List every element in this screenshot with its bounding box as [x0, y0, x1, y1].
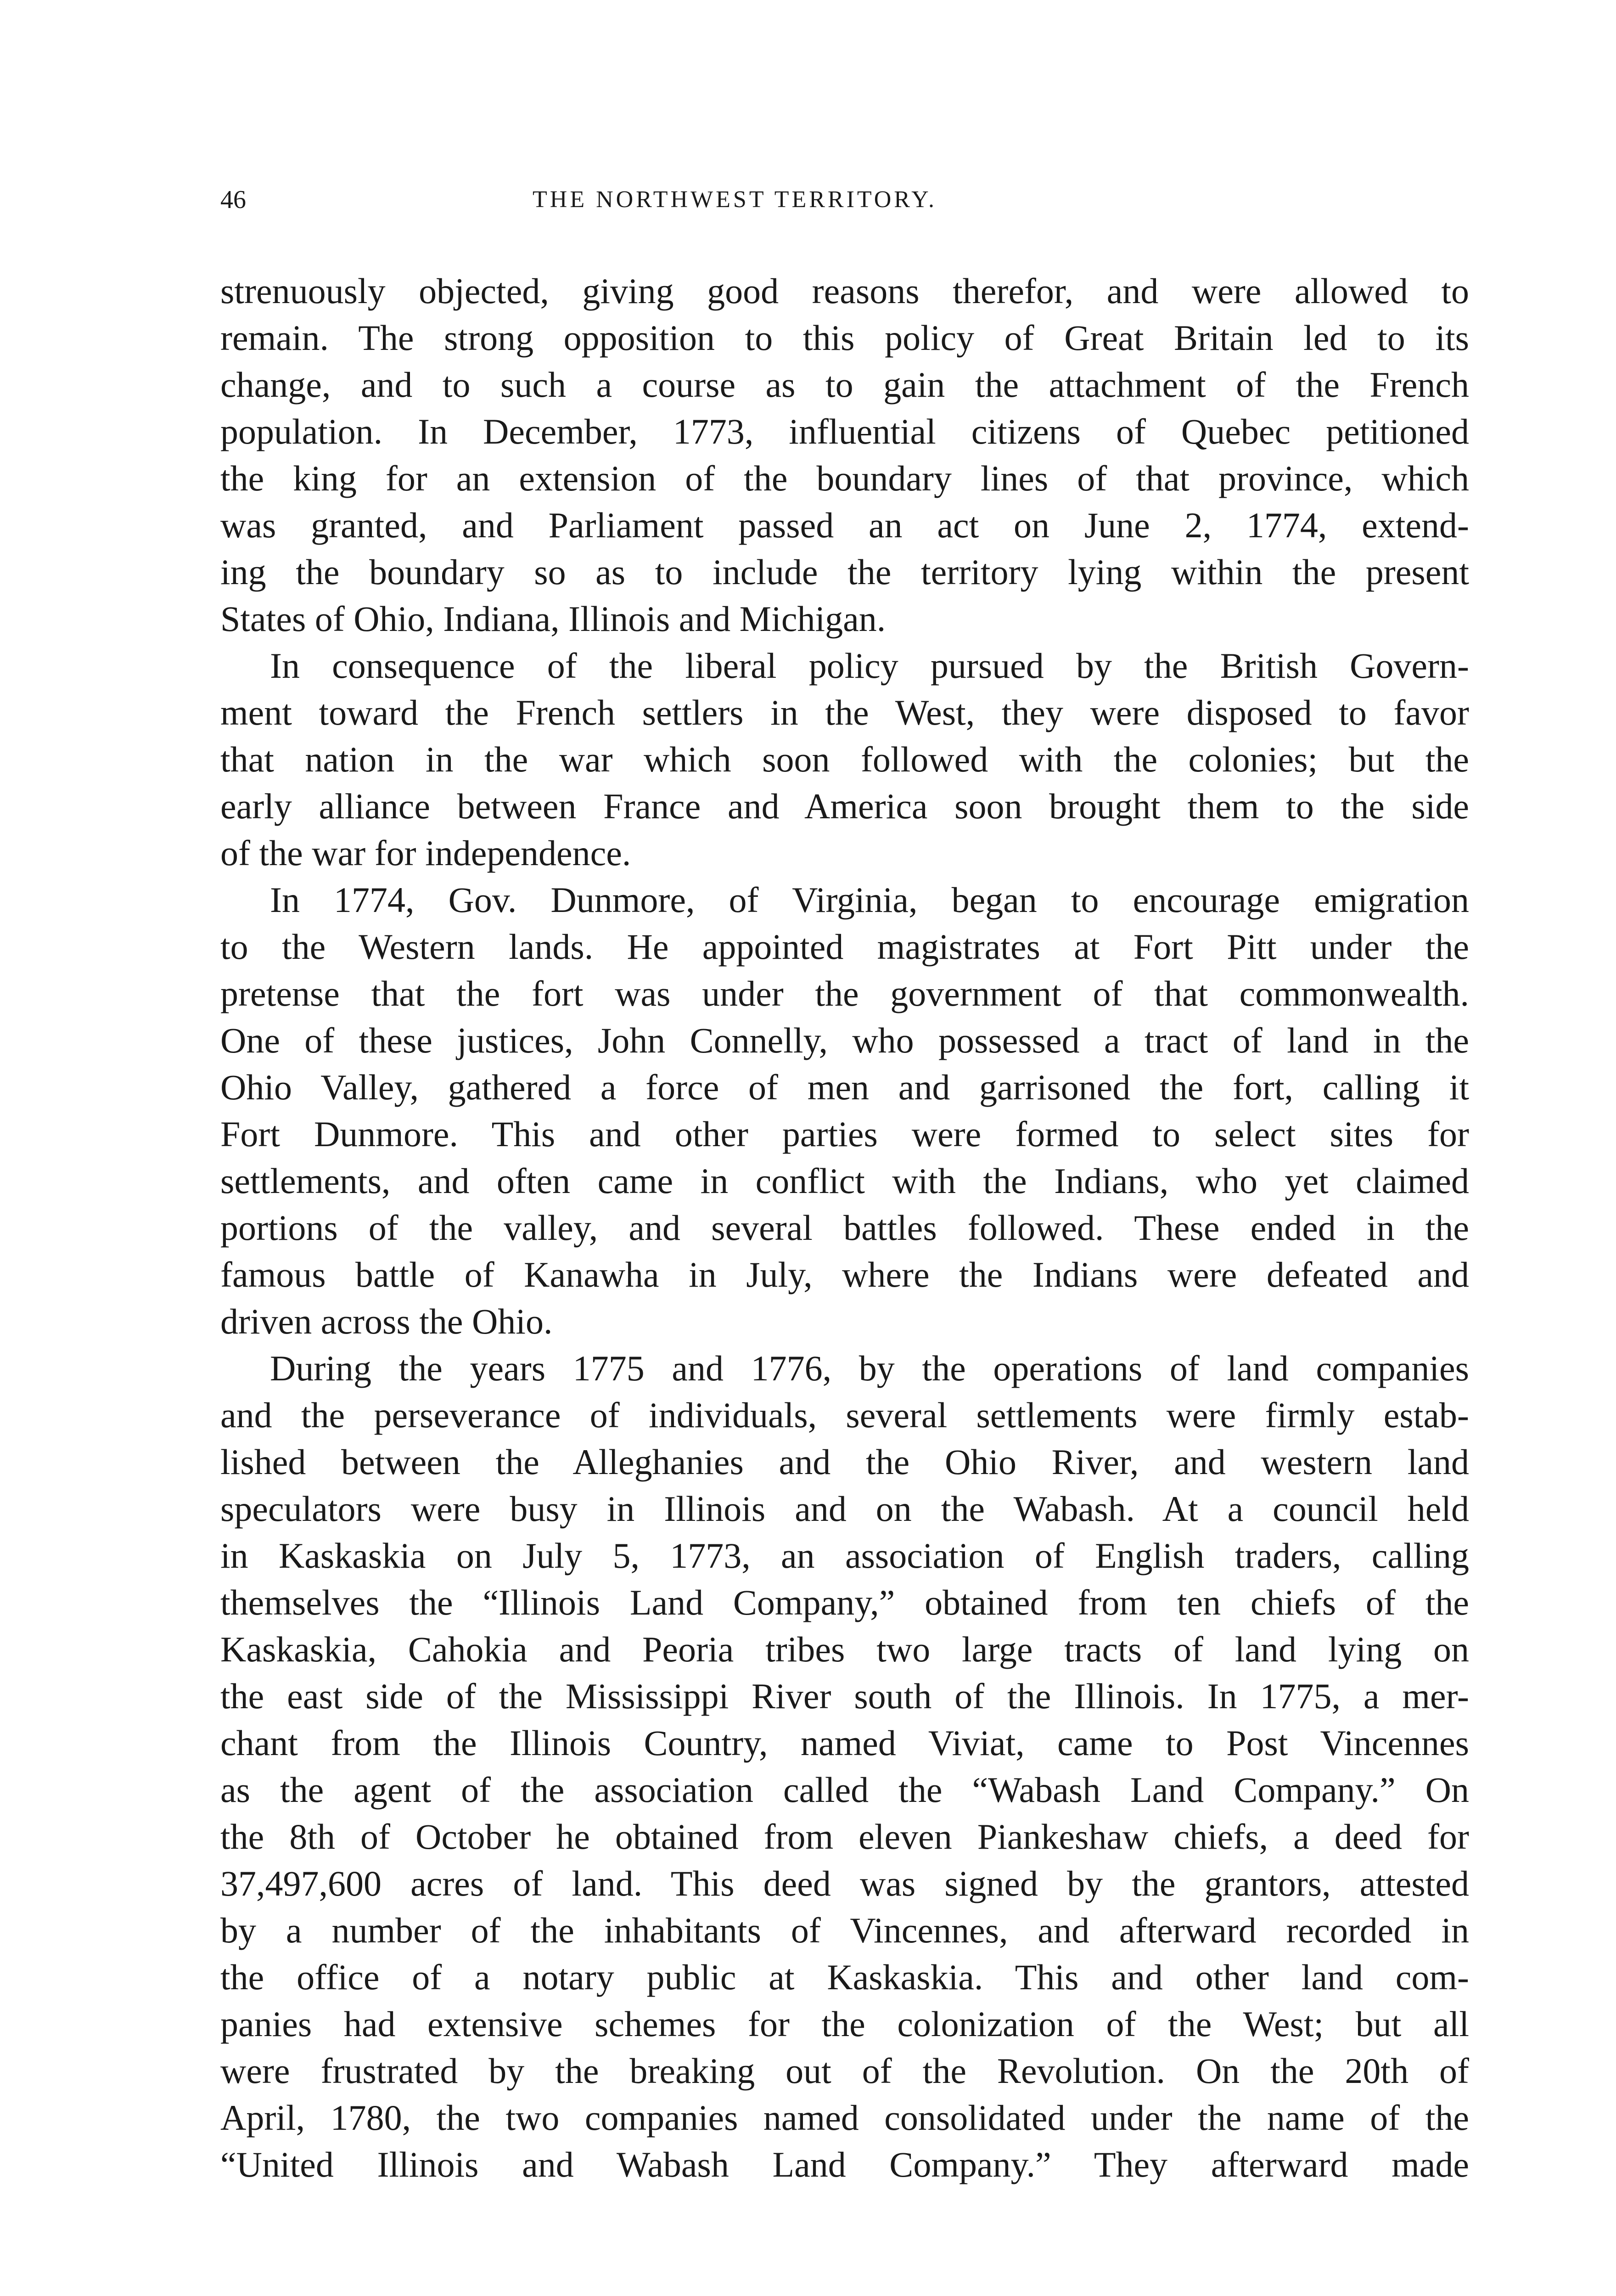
- text-line: themselves the “Illinois Land Company,” obtained from ten chiefs of the: [220, 1582, 1469, 1622]
- text-line: driven across the Ohio.: [220, 1301, 553, 1341]
- body-text: [220, 268, 1469, 2188]
- text-line: ing the boundary so as to include the territory lying within the present: [220, 552, 1469, 592]
- text-line: In consequence of the liberal policy pursued by the British Govern-: [270, 646, 1469, 686]
- running-title: THE NORTHWEST TERRITORY.: [533, 186, 937, 213]
- text-line: panies had extensive schemes for the colonization of the West; but all: [220, 2004, 1469, 2044]
- text-line: 37,497,600 acres of land. This deed was signed by the grantors, attested: [220, 1863, 1469, 1903]
- text-line: pretense that the fort was under the government of that commonwealth.: [220, 974, 1469, 1013]
- text-line: speculators were busy in Illinois and on the Wabash. At a council held: [220, 1489, 1469, 1529]
- text-line: States of Ohio, Indiana, Illinois and Michigan.: [220, 599, 886, 639]
- running-head: [220, 181, 1469, 218]
- text-line: and the perseverance of individuals, several settlements were firmly estab-: [220, 1395, 1469, 1435]
- text-line: were frustrated by the breaking out of the Revolution. On the 20th of: [220, 2051, 1469, 2091]
- text-line: early alliance between France and America soon brought them to the side: [220, 786, 1469, 826]
- text-line: During the years 1775 and 1776, by the operations of land companies: [270, 1348, 1469, 1388]
- text-line: lished between the Alleghanies and the Ohio River, and western land: [220, 1442, 1469, 1482]
- text-line: April, 1780, the two companies named consolidated under the name of the: [220, 2098, 1469, 2138]
- text-line: One of these justices, John Connelly, who possessed a tract of land in the: [220, 1020, 1469, 1060]
- text-line: population. In December, 1773, influential citizens of Quebec petitioned: [220, 411, 1469, 451]
- text-line: in Kaskaskia on July 5, 1773, an association of English traders, calling: [220, 1536, 1469, 1576]
- text-line: the 8th of October he obtained from eleven Piankeshaw chiefs, a deed for: [220, 1817, 1469, 1857]
- text-line: the east side of the Mississippi River south of the Illinois. In 1775, a mer-: [220, 1676, 1469, 1716]
- text-line: “United Illinois and Wabash Land Company.” They afterward made: [220, 2144, 1469, 2184]
- text-line: ment toward the French settlers in the West, they were disposed to favor: [220, 692, 1469, 732]
- text-line: portions of the valley, and several battles followed. These ended in the: [220, 1208, 1469, 1248]
- text-line: the king for an extension of the boundary lines of that province, which: [220, 458, 1469, 498]
- text-line: settlements, and often came in conflict with the Indians, who yet claimed: [220, 1161, 1469, 1201]
- text-line: remain. The strong opposition to this policy of Great Britain led to its: [220, 318, 1469, 358]
- text-line: Ohio Valley, gathered a force of men and garrisoned the fort, calling it: [220, 1067, 1469, 1107]
- text-line: In 1774, Gov. Dunmore, of Virginia, began to encourage emigration: [270, 880, 1469, 920]
- text-line: to the Western lands. He appointed magistrates at Fort Pitt under the: [220, 927, 1469, 967]
- text-line: chant from the Illinois Country, named Viviat, came to Post Vincennes: [220, 1723, 1469, 1763]
- page-number: 46: [220, 186, 246, 214]
- text-line: change, and to such a course as to gain the attachment of the French: [220, 365, 1469, 405]
- text-line: Fort Dunmore. This and other parties were formed to select sites for: [220, 1114, 1469, 1154]
- text-line: by a number of the inhabitants of Vincennes, and afterward recorded in: [220, 1910, 1469, 1950]
- text-line: that nation in the war which soon followed with the colonies; but the: [220, 739, 1469, 779]
- text-line: as the agent of the association called the “Wabash Land Company.” On: [220, 1770, 1469, 1810]
- text-line: Kaskaskia, Cahokia and Peoria tribes two large tracts of land lying on: [220, 1629, 1469, 1669]
- text-line: of the war for independence.: [220, 833, 631, 873]
- text-line: the office of a notary public at Kaskaskia. This and other land com-: [220, 1957, 1469, 1997]
- text-line: famous battle of Kanawha in July, where the Indians were defeated and: [220, 1255, 1469, 1294]
- text-line: strenuously objected, giving good reasons therefor, and were allowed to: [220, 271, 1469, 311]
- text-line: was granted, and Parliament passed an act on June 2, 1774, extend-: [220, 505, 1469, 545]
